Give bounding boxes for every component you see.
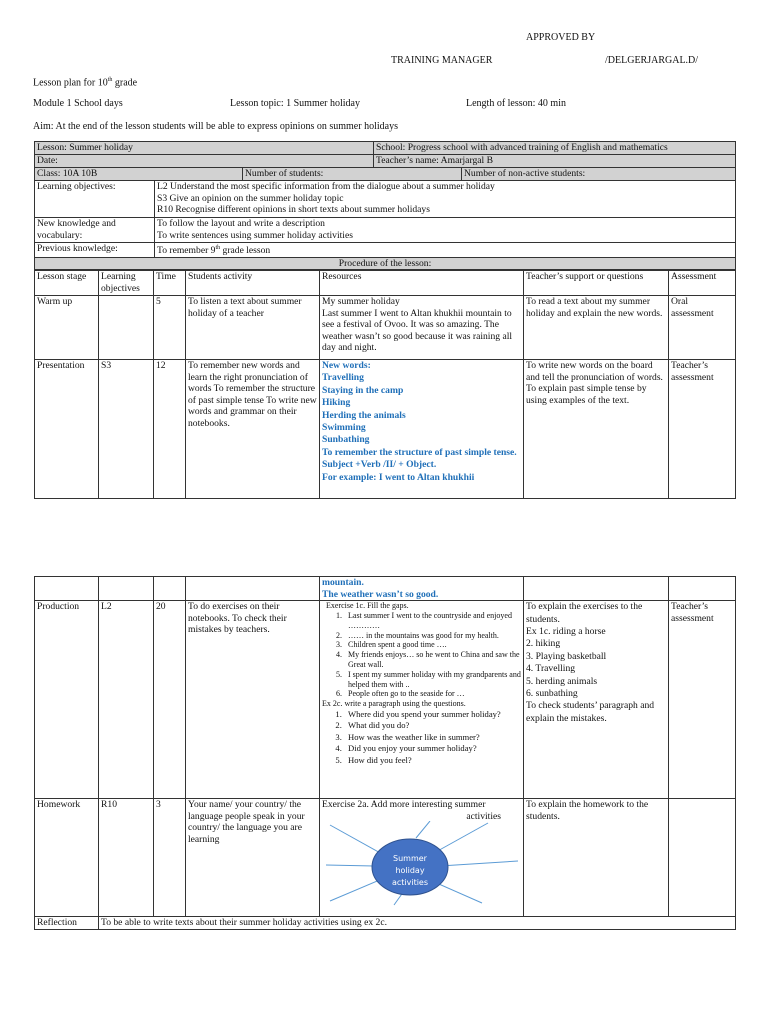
presentation-time: 12 bbox=[154, 360, 186, 499]
warmup-support: To read a text about my summer holiday and explain the new words. bbox=[524, 296, 669, 360]
column-header: Learning objectives bbox=[99, 271, 154, 296]
homework-stage: Homework bbox=[35, 799, 99, 917]
homework-objective: R10 bbox=[99, 799, 154, 917]
length-label: Length of lesson: 40 min bbox=[466, 98, 566, 109]
resource-line: Staying in the camp bbox=[322, 384, 404, 396]
previous-text-end: grade lesson bbox=[220, 245, 271, 257]
previous-text: To remember 9 bbox=[157, 245, 216, 257]
exercise-item: 3. Children spent a good time …. bbox=[344, 640, 521, 650]
exercise-2c-list bbox=[322, 709, 521, 767]
production-support bbox=[524, 601, 669, 799]
mind-map-spoke bbox=[330, 879, 382, 901]
num-students-cell: Number of students: bbox=[243, 168, 462, 181]
mind-map-spoke bbox=[440, 861, 518, 866]
column-header: Lesson stage bbox=[35, 271, 99, 296]
exercise-1c-title: Exercise 1c. Fill the gaps. bbox=[326, 601, 409, 611]
manager-name: /DELGERJARGAL.D/ bbox=[605, 55, 699, 66]
objective-item: R10 Recognise different opinions in short texts about summer holidays bbox=[157, 204, 430, 216]
approved-by: APPROVED BY bbox=[526, 32, 596, 43]
production-time: 20 bbox=[154, 601, 186, 799]
support-line: 4. Travelling bbox=[526, 663, 576, 675]
resource-line: For example: I went to Altan khukhii bbox=[322, 471, 475, 483]
training-manager: TRAINING MANAGER bbox=[391, 55, 493, 66]
warmup-activity: To listen a text about summer holiday of a teacher bbox=[186, 296, 320, 360]
continued-resources bbox=[320, 577, 524, 601]
homework-exercise-line: activities bbox=[466, 810, 501, 822]
objectives-label: Learning objectives: bbox=[35, 181, 155, 218]
presentation-support: To write new words on the board and tell the pronunciation of words. To explain past simple tense by using examples of the text. bbox=[524, 360, 669, 499]
support-line: 2. hiking bbox=[526, 638, 561, 650]
previous-sup: th bbox=[215, 245, 221, 251]
date-cell: Date: bbox=[35, 155, 374, 168]
support-line: To explain the exercises to the students. bbox=[526, 601, 643, 625]
objectives-list bbox=[155, 181, 736, 218]
homework-support: To explain the homework to the students. bbox=[524, 799, 669, 917]
warmup-time: 5 bbox=[154, 296, 186, 360]
exercise-item: 5. I spent my summer holiday with my grandparents and helped them with .. bbox=[344, 670, 521, 690]
column-header: Time bbox=[154, 271, 186, 296]
mind-map-label: Summer holiday activities bbox=[391, 854, 429, 888]
aim-label: Aim: At the end of the lesson students will be able to express opinions on summer holidays bbox=[33, 121, 398, 132]
presentation-objective: S3 bbox=[99, 360, 154, 499]
plan-title bbox=[33, 77, 137, 88]
warmup-stage: Warm up bbox=[35, 296, 99, 360]
empty-cell bbox=[524, 577, 669, 601]
production-objective: L2 bbox=[99, 601, 154, 799]
procedure-table-continued bbox=[34, 576, 736, 930]
presentation-assessment: Teacher’s assessment bbox=[669, 360, 736, 499]
resource-line: The weather wasn’t so good. bbox=[322, 588, 439, 600]
topic-label: Lesson topic: 1 Summer holiday bbox=[230, 98, 360, 109]
new-knowledge-item: To write sentences using summer holiday activities bbox=[157, 229, 353, 241]
production-stage: Production bbox=[35, 601, 99, 799]
class-cell: Class: 10A 10B bbox=[35, 168, 243, 181]
mind-map-spoke bbox=[326, 865, 374, 866]
column-header: Assessment bbox=[669, 271, 736, 296]
previous-value bbox=[155, 243, 736, 258]
num-nonactive-cell: Number of non-active students: bbox=[462, 168, 736, 181]
homework-resources bbox=[320, 799, 524, 917]
mind-map-spoke bbox=[330, 825, 382, 854]
column-header: Resources bbox=[320, 271, 524, 296]
mind-map-spoke bbox=[416, 821, 430, 838]
column-header: Students activity bbox=[186, 271, 320, 296]
resource-line: New words: bbox=[322, 360, 371, 371]
production-assessment: Teacher’s assessment bbox=[669, 601, 736, 799]
warmup-resource-title: My summer holiday bbox=[322, 296, 400, 307]
resource-line: Sunbathing bbox=[322, 434, 370, 446]
question-item: 5. How did you feel? bbox=[344, 755, 521, 767]
reflection-label: Reflection bbox=[35, 917, 99, 930]
production-activity: To do exercises on their notebooks. To check their mistakes by teachers. bbox=[186, 601, 320, 799]
question-item: 4. Did you enjoy your summer holiday? bbox=[344, 743, 521, 755]
exercise-item: 1. Last summer I went to the countryside and enjoyed ………… bbox=[344, 611, 521, 631]
plan-title-text: Lesson plan for 10 bbox=[33, 77, 108, 89]
new-knowledge-label: New knowledge and vocabulary: bbox=[35, 218, 155, 243]
empty-cell bbox=[154, 577, 186, 601]
warmup-assessment: Oral assessment bbox=[669, 296, 736, 360]
resource-line: mountain. bbox=[322, 577, 364, 588]
plan-title-grade: grade bbox=[112, 77, 138, 89]
info-table bbox=[34, 141, 736, 270]
school-cell: School: Progress school with advanced training of English and mathematics bbox=[374, 142, 736, 155]
production-resources bbox=[320, 601, 524, 799]
procedure-table bbox=[34, 270, 736, 499]
support-line: 5. herding animals bbox=[526, 675, 598, 687]
question-item: 3. How was the weather like in summer? bbox=[344, 732, 521, 744]
empty-cell bbox=[35, 577, 99, 601]
exercise-1c-list bbox=[322, 611, 521, 699]
question-item: 2. What did you do? bbox=[344, 720, 521, 732]
exercise-item: 4. My friends enjoys… so he went to China and saw the Great wall. bbox=[344, 650, 521, 670]
objective-item: S3 Give an opinion on the summer holiday topic bbox=[157, 192, 344, 204]
homework-assessment bbox=[669, 799, 736, 917]
question-item: 1. Where did you spend your summer holiday? bbox=[344, 709, 521, 721]
presentation-activity: To remember new words and learn the right pronunciation of words To remember the structure of past simple tense To write new words and grammar on their notebooks. bbox=[186, 360, 320, 499]
support-line: 6. sunbathing bbox=[526, 688, 578, 700]
exercise-2c-title: Ex 2c. write a paragraph using the questions. bbox=[322, 699, 466, 709]
resource-line: Travelling bbox=[322, 372, 364, 384]
resource-line: Hiking bbox=[322, 397, 351, 409]
homework-exercise-line: Exercise 2a. Add more interesting summer bbox=[322, 799, 486, 811]
presentation-resources bbox=[320, 360, 524, 499]
procedure-heading: Procedure of the lesson: bbox=[35, 257, 736, 270]
teacher-cell: Teacher’s name: Amarjargal B bbox=[374, 155, 736, 168]
support-line: Ex 1c. riding a horse bbox=[526, 626, 606, 637]
warmup-resources bbox=[320, 296, 524, 360]
module-label: Module 1 School days bbox=[33, 98, 123, 109]
warmup-resource-text: Last summer I went to Altan khukhii mountain to see a festival of Ovoo. It was so amazing. The weather wasn’t so good because it was raining all day and night. bbox=[322, 307, 513, 354]
warmup-objective bbox=[99, 296, 154, 360]
empty-cell bbox=[99, 577, 154, 601]
empty-cell bbox=[669, 577, 736, 601]
new-knowledge-item: To follow the layout and write a description bbox=[157, 218, 325, 229]
objective-item: L2 Understand the most specific information from the dialogue about a summer holiday bbox=[157, 181, 495, 192]
resource-line: Herding the animals bbox=[322, 409, 406, 421]
reflection-text: To be able to write texts about their summer holiday activities using ex 2c. bbox=[99, 917, 736, 930]
plan-title-sup: th bbox=[107, 77, 113, 83]
lesson-cell: Lesson: Summer holiday bbox=[35, 142, 374, 155]
previous-label: Previous knowledge: bbox=[35, 243, 155, 258]
exercise-item: 2. …… in the mountains was good for my health. bbox=[344, 631, 521, 641]
support-line: 3. Playing basketball bbox=[526, 650, 607, 662]
resource-line: Subject +Verb /II/ + Object. bbox=[322, 459, 437, 471]
support-line: To check students’ paragraph and explain the mistakes. bbox=[526, 700, 655, 724]
homework-time: 3 bbox=[154, 799, 186, 917]
mind-map-spoke bbox=[434, 823, 488, 853]
column-header: Teacher’s support or questions bbox=[524, 271, 669, 296]
empty-cell bbox=[186, 577, 320, 601]
exercise-item: 6. People often go to the seaside for … bbox=[344, 689, 521, 699]
presentation-stage: Presentation bbox=[35, 360, 99, 499]
homework-activity: Your name/ your country/ the language people speak in your country/ the language you are learning bbox=[186, 799, 320, 917]
resource-line: Swimming bbox=[322, 422, 366, 434]
resource-line: To remember the structure of past simple tense. bbox=[322, 446, 517, 458]
new-knowledge-list bbox=[155, 218, 736, 243]
